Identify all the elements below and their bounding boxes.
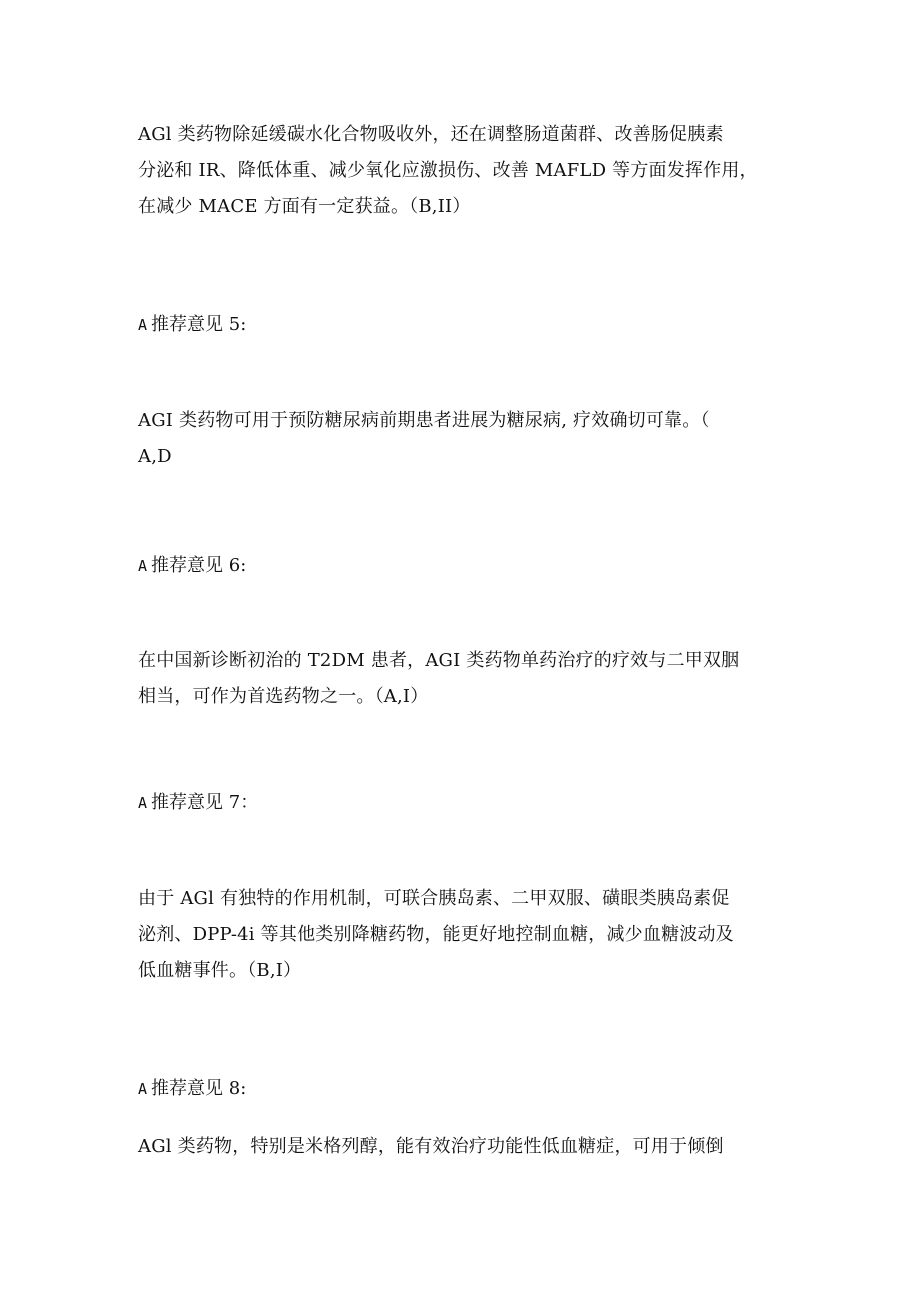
- paragraph-recommendation-7: [138, 881, 788, 989]
- paragraph-recommendation-5: [138, 403, 788, 475]
- heading-text: 推荐意见 7：: [151, 792, 259, 813]
- text-line: A,D: [138, 446, 172, 467]
- heading-text: 推荐意见 5:: [151, 314, 247, 335]
- text-line: 在减少 MACE 方面有一定获益。（B,II）: [138, 196, 471, 217]
- text-line: AGl 类药物除延缓碳水化合物吸收外，还在调整肠道菌群、改善肠促胰素: [138, 124, 724, 145]
- heading-marker: A: [138, 316, 148, 334]
- heading-marker: A: [138, 794, 148, 812]
- paragraph-recommendation-6: [138, 643, 788, 715]
- paragraph-recommendation-8: [138, 1129, 788, 1165]
- heading-recommendation-6: [138, 548, 246, 584]
- heading-text: 推荐意见 6:: [151, 555, 247, 576]
- heading-recommendation-5: [138, 307, 246, 343]
- text-line: 分泌和 IR、降低体重、减少氧化应激损伤、改善 MAFLD 等方面发挥作用，: [138, 160, 758, 181]
- text-line: 泌剂、DPP-4i 等其他类别降糖药物，能更好地控制血糖，减少血糖波动及: [138, 924, 734, 945]
- paragraph-agi-effects: [138, 117, 788, 225]
- heading-recommendation-8: [138, 1071, 246, 1107]
- text-line: 在中国新诊断初治的 T2DM 患者，AGI 类药物单药治疗的疗效与二甲双胭: [138, 650, 740, 671]
- text-line: 相当，可作为首选药物之一。（A,I）: [138, 686, 429, 707]
- text-line: AGI 类药物可用于预防糖尿病前期患者进展为糖尿病, 疗效确切可靠。（: [138, 410, 710, 431]
- heading-text: 推荐意见 8:: [151, 1078, 247, 1099]
- text-line: AGl 类药物，特别是米格列醇，能有效治疗功能性低血糖症，可用于倾倒: [138, 1136, 724, 1157]
- text-line: 由于 AGl 有独特的作用机制，可联合胰岛素、二甲双服、磺眼类胰岛素促: [138, 888, 730, 909]
- heading-recommendation-7: [138, 785, 258, 821]
- text-line: 低血糖事件。（B,I）: [138, 960, 302, 981]
- heading-marker: A: [138, 1080, 148, 1098]
- heading-marker: A: [138, 557, 148, 575]
